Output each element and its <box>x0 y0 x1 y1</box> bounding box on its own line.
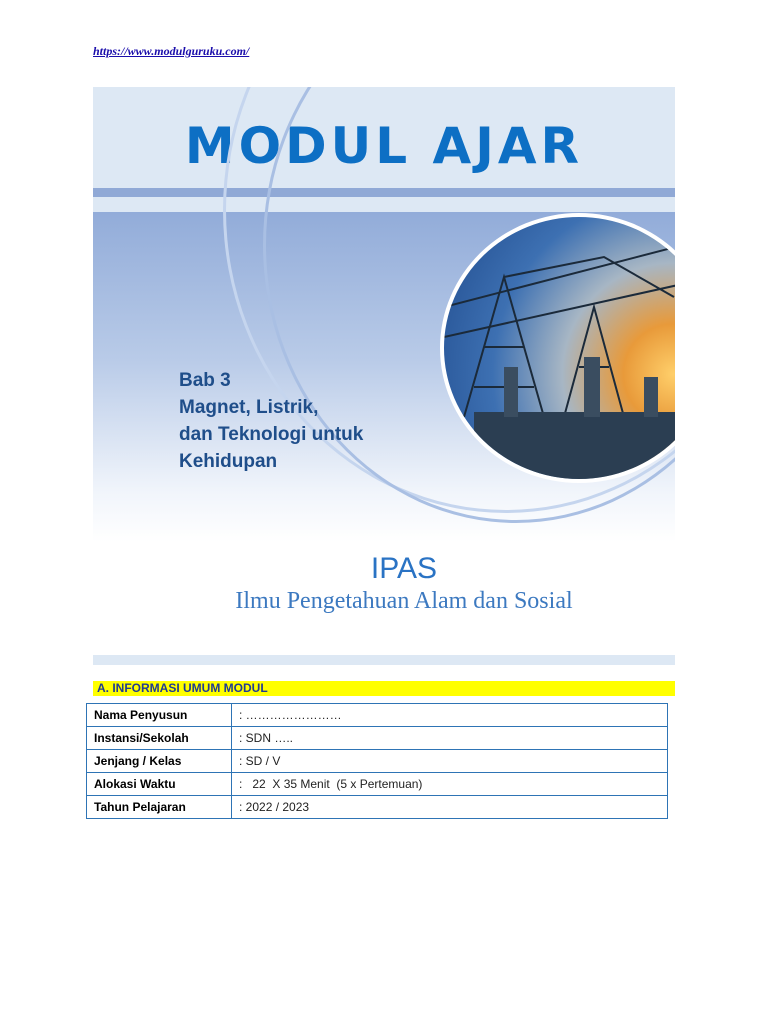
table-row <box>87 773 668 796</box>
table-row <box>87 796 668 819</box>
chapter-title <box>179 367 363 475</box>
chapter-line: Kehidupan <box>179 451 278 472</box>
table-row <box>87 704 668 727</box>
chapter-number: Bab 3 <box>179 370 231 391</box>
section-heading: A. INFORMASI UMUM MODUL <box>93 681 675 696</box>
row-value: : 22 X 35 Menit (5 x Pertemuan) <box>232 773 668 796</box>
table-row <box>87 727 668 750</box>
row-value: : SD / V <box>232 750 668 773</box>
cover-image <box>93 87 675 665</box>
row-value: : 2022 / 2023 <box>232 796 668 819</box>
info-table <box>86 703 668 819</box>
bottom-band <box>93 655 675 665</box>
row-value: : SDN ….. <box>232 727 668 750</box>
chapter-line: Magnet, Listrik, <box>179 397 319 418</box>
transmission-tower-icon <box>444 217 675 479</box>
row-label: Tahun Pelajaran <box>87 796 232 819</box>
table-row <box>87 750 668 773</box>
subject-code: IPAS <box>370 552 438 585</box>
subject-name: Ilmu Pengetahuan Alam dan Sosial <box>235 588 573 614</box>
subject-block <box>93 552 675 615</box>
row-label: Alokasi Waktu <box>87 773 232 796</box>
chapter-line: dan Teknologi untuk <box>179 424 364 445</box>
row-label: Instansi/Sekolah <box>87 727 232 750</box>
cover-title: MODUL AJAR <box>184 117 584 175</box>
website-link[interactable]: https://www.modulguruku.com/ <box>93 44 250 58</box>
row-value: : …………………… <box>232 704 668 727</box>
row-label: Nama Penyusun <box>87 704 232 727</box>
row-label: Jenjang / Kelas <box>87 750 232 773</box>
